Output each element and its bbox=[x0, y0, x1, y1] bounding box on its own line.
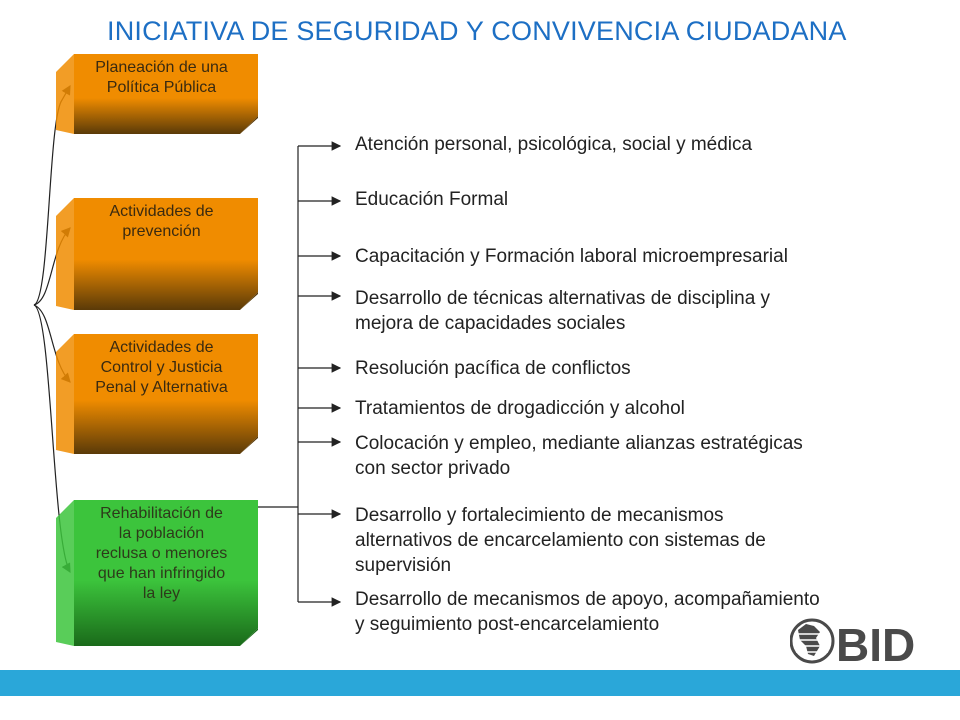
action-item-line: supervisión bbox=[355, 555, 452, 576]
category-box-2 bbox=[56, 198, 258, 310]
box-label-line: Planeación de una bbox=[95, 59, 228, 76]
action-item-5 bbox=[355, 356, 631, 381]
action-item-line: Colocación y empleo, mediante alianzas estratégicas bbox=[355, 433, 803, 454]
action-item-line: Tratamientos de drogadicción y alcohol bbox=[355, 398, 685, 419]
action-item-line: con sector privado bbox=[355, 458, 511, 479]
page-title: INICIATIVA DE SEGURIDAD Y CONVIVENCIA CIUDADANA bbox=[107, 16, 847, 46]
action-item-6 bbox=[355, 396, 685, 421]
box-label bbox=[56, 202, 258, 242]
action-item-line: Educación Formal bbox=[355, 189, 509, 210]
category-box-1 bbox=[56, 54, 258, 134]
box-label-line: Actividades de bbox=[109, 203, 214, 220]
action-item-8 bbox=[355, 503, 766, 578]
box-label-line: Actividades de bbox=[109, 339, 214, 356]
action-item-line: y seguimiento post-encarcelamiento bbox=[355, 614, 660, 635]
box-label bbox=[56, 504, 258, 604]
box-label-line: Penal y Alternativa bbox=[95, 379, 228, 396]
action-item-line: Resolución pacífica de conflictos bbox=[355, 358, 631, 379]
action-item-line: alternativos de encarcelamiento con sistemas de bbox=[355, 530, 766, 551]
box-label-line: reclusa o menores bbox=[95, 545, 228, 562]
action-item-line: Desarrollo de mecanismos de apoyo, acompañamiento bbox=[355, 589, 820, 610]
box-label-line: Política Pública bbox=[106, 79, 217, 96]
box-label bbox=[56, 58, 258, 98]
action-item-2 bbox=[355, 187, 508, 212]
action-item-1 bbox=[355, 132, 752, 157]
category-box-3 bbox=[56, 334, 258, 454]
box-label-line: la población bbox=[118, 525, 205, 542]
action-item-line: Desarrollo de técnicas alternativas de disciplina y bbox=[355, 288, 771, 309]
action-item-9 bbox=[355, 587, 820, 637]
box-label-line: Control y Justicia bbox=[100, 359, 223, 376]
box-label bbox=[56, 338, 258, 398]
action-item-4 bbox=[355, 286, 770, 336]
action-item-7 bbox=[355, 431, 803, 481]
bid-logo bbox=[790, 616, 930, 666]
action-item-3 bbox=[355, 244, 788, 269]
category-box-4 bbox=[56, 500, 258, 646]
box-label-line: prevención bbox=[122, 223, 201, 240]
action-item-line: Desarrollo y fortalecimiento de mecanismos bbox=[355, 505, 724, 526]
action-item-line: mejora de capacidades sociales bbox=[355, 313, 626, 334]
action-item-line: Capacitación y Formación laboral microempresarial bbox=[355, 246, 788, 267]
box-label-line: que han infringido bbox=[97, 565, 226, 582]
svg-text:BID: BID bbox=[836, 619, 916, 666]
bottom-bar bbox=[0, 670, 960, 696]
box-label-line: la ley bbox=[142, 585, 181, 602]
box-label-line: Rehabilitación de bbox=[100, 505, 223, 522]
action-item-line: Atención personal, psicológica, social y médica bbox=[355, 134, 753, 155]
